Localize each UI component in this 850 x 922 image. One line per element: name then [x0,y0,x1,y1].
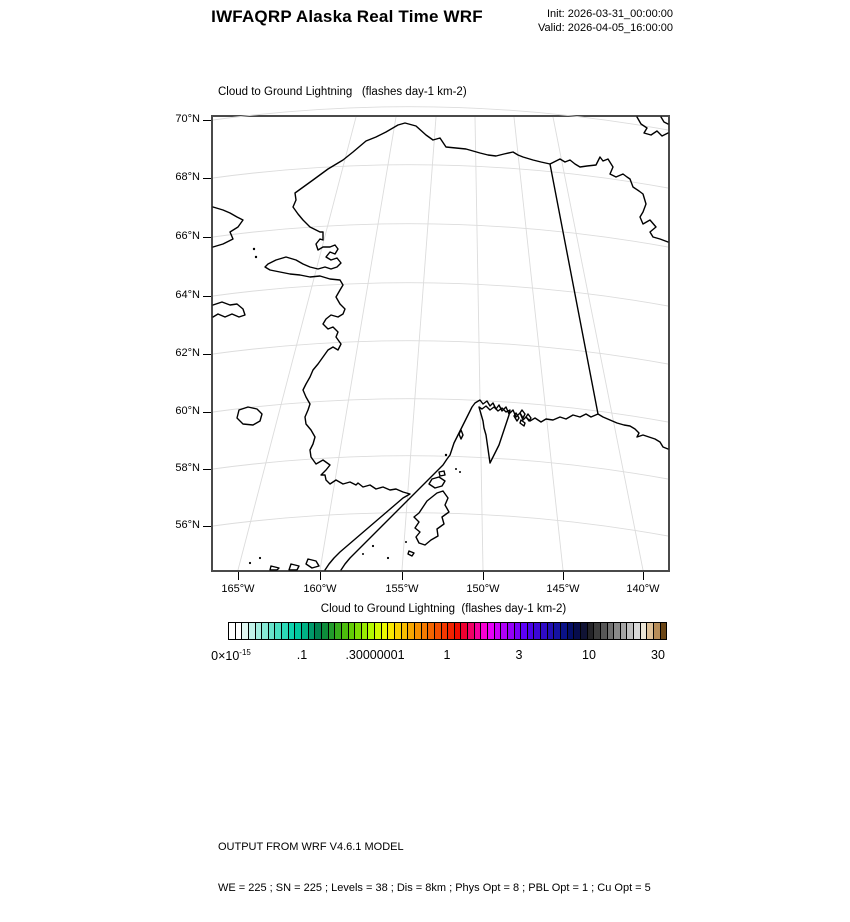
lat-tick-label: 56°N [175,519,200,531]
lon-tick [402,572,403,580]
colorbar-cell [295,623,302,639]
colorbar-cell [508,623,515,639]
colorbar-cell [448,623,455,639]
colorbar-cell [422,623,429,639]
aleutian-islands [270,551,414,570]
colorbar-cell [521,623,528,639]
colorbar-cell [654,623,661,639]
kalgin-island [459,430,463,439]
colorbar-cell [574,623,581,639]
colorbar-cell [621,623,628,639]
colorbar-cell [528,623,535,639]
colorbar [228,622,667,640]
colorbar-cell [501,623,508,639]
lat-tick [203,526,211,527]
colorbar-cell [468,623,475,639]
chukotka-coast [213,207,243,247]
colorbar-cell [661,623,667,639]
colorbar-cell [634,623,641,639]
colorbar-cell [455,623,462,639]
colorbar-cell [335,623,342,639]
colorbar-cell [627,623,634,639]
colorbar-tick-label: $0\times 10^{-15}$ [211,648,251,664]
lat-tick [203,296,211,297]
lat-tick-label: 68°N [175,171,200,183]
lon-tick [563,572,564,580]
colorbar-cell [541,623,548,639]
colorbar-cell [342,623,349,639]
colorbar-cell [362,623,369,639]
colorbar-cell [275,623,282,639]
colorbar-tick-label: 30 [651,648,665,662]
lat-tick [203,237,211,238]
colorbar-cell [322,623,329,639]
colorbar-cell [515,623,522,639]
page-title: IWFAQRP Alaska Real Time WRF [211,7,483,26]
colorbar-cell [309,623,316,639]
colorbar-cell [329,623,336,639]
colorbar-cell [262,623,269,639]
colorbar-cell [242,623,249,639]
colorbar-cell [236,623,243,639]
southeast-coast [598,414,668,449]
colorbar-cell [475,623,482,639]
colorbar-cell [608,623,615,639]
st-lawrence-island [213,302,245,317]
plot-title: Cloud to Ground Lightning (flashes day-1 km-2) [218,86,467,98]
gulf-coast [341,400,598,570]
colorbar-cell [368,623,375,639]
colorbar-cell [408,623,415,639]
colorbar-cell [548,623,555,639]
colorbar-cell [568,623,575,639]
lat-tick [203,469,211,470]
init-time: Init: 2026-03-31_00:00:00 [547,8,673,20]
model-footer [218,814,651,922]
colorbar-cell [402,623,409,639]
colorbar-cell [395,623,402,639]
run-times [420,8,673,35]
colorbar-cell [256,623,263,639]
footer-line2: WE = 225 ; SN = 225 ; Levels = 38 ; Dis = 8km ; Phys Opt = 8 ; PBL Opt = 1 ; Cu Opt = 5 [218,881,651,894]
colorbar-cell [588,623,595,639]
lon-tick-label: 145°W [546,583,580,595]
colorbar-cell [428,623,435,639]
colorbar-cell [375,623,382,639]
colorbar-cell [229,623,236,639]
colorbar-cell [249,623,256,639]
colorbar-cell [349,623,356,639]
lon-tick-label: 150°W [466,583,500,595]
colorbar-cell [495,623,502,639]
lat-tick [203,120,211,121]
colorbar-cell [561,623,568,639]
kenai-peninsula [479,406,510,463]
alaska-map [213,117,668,570]
colorbar-cell [488,623,495,639]
colorbar-cell [269,623,276,639]
lat-tick-label: 60°N [175,405,200,417]
arctic-corner-coast [637,117,668,136]
lon-tick-label: 165°W [221,583,255,595]
colorbar-cell [601,623,608,639]
lat-tick-label: 62°N [175,347,200,359]
colorbar-cell [581,623,588,639]
kodiak-island [414,491,449,545]
colorbar-cell [289,623,296,639]
colorbar-tick-label: 10 [582,648,596,662]
map-panel [211,115,670,572]
colorbar-cell [302,623,309,639]
colorbar-cell [461,623,468,639]
valid-time: Valid: 2026-04-05_16:00:00 [538,21,673,34]
lat-tick [203,354,211,355]
afognak-island [429,471,445,488]
colorbar-tick-label: .30000001 [345,648,405,662]
lon-tick-label: 160°W [303,583,337,595]
colorbar-cell [315,623,322,639]
colorbar-cell [647,623,654,639]
colorbar-tick-label: 1 [443,648,451,662]
colorbar-cell [534,623,541,639]
nunivak-island [237,407,262,425]
colorbar-cell [481,623,488,639]
colorbar-cell [388,623,395,639]
lat-tick-label: 66°N [175,230,200,242]
lat-tick [203,178,211,179]
lon-tick-label: 155°W [385,583,419,595]
colorbar-cell [641,623,648,639]
lat-tick-label: 64°N [175,289,200,301]
graticule [213,107,668,570]
colorbar-cell [282,623,289,639]
canada-border [550,164,598,414]
lon-tick [483,572,484,580]
colorbar-cell [382,623,389,639]
colorbar-cell [594,623,601,639]
alaska-coastline [265,123,668,570]
colorbar-cell [614,623,621,639]
lat-tick-label: 58°N [175,462,200,474]
colorbar-cell [435,623,442,639]
footer-line1: OUTPUT FROM WRF V4.6.1 MODEL [218,841,404,853]
lon-tick [238,572,239,580]
colorbar-cell [442,623,449,639]
lon-tick-label: 140°W [626,583,660,595]
colorbar-cell [554,623,561,639]
lon-tick [643,572,644,580]
colorbar-title: Cloud to Ground Lightning (flashes day-1 km-2) [320,603,567,615]
lat-tick [203,412,211,413]
colorbar-tick-label: 3 [515,648,523,662]
colorbar-cell [415,623,422,639]
lon-tick [320,572,321,580]
lat-tick-label: 70°N [175,113,200,125]
colorbar-tick-label: .1 [296,648,308,662]
colorbar-cell [355,623,362,639]
prince-william-sound-islands [514,410,531,426]
